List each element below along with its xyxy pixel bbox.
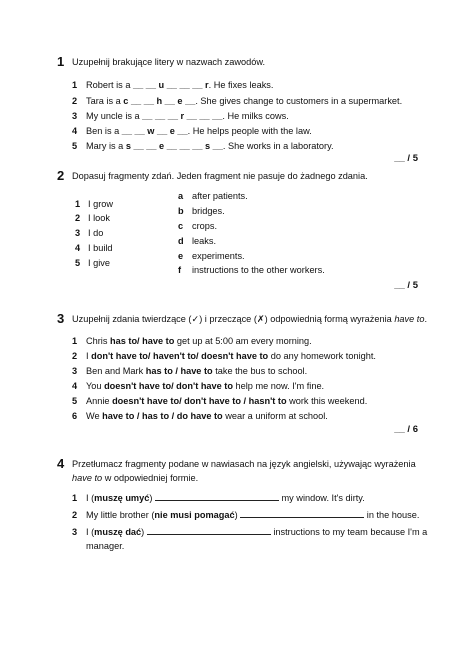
list-item: 3 My uncle is a __ __ __ r __ __ __. He milks cows.	[72, 111, 289, 121]
match-left-item: 5 I give	[75, 258, 110, 268]
list-item: 2 Tara is a c __ __ h __ e __. She gives change to customers in a supermarket.	[72, 96, 403, 106]
list-item: 2 My little brother (nie musi pomagać) in the house.	[72, 507, 419, 521]
score-box: __ / 5	[394, 153, 418, 164]
cross-icon: ✗	[256, 314, 265, 324]
match-right-item: c crops.	[178, 221, 218, 231]
task-instruction: Dopasuj fragmenty zdań. Jeden fragment nie pasuje do żadnego zdania.	[72, 171, 368, 181]
list-item: 1 Chris has to/ have to get up at 5:00 am every morning.	[72, 336, 312, 346]
list-item: 4 You doesn't have to/ don't have to help me now. I'm fine.	[72, 381, 325, 391]
answer-blank[interactable]	[240, 507, 364, 518]
match-left-item: 3 I do	[75, 228, 104, 238]
task-number: 2	[57, 168, 65, 183]
list-item: 5 Mary is a s __ __ e __ __ __ s __. She works in a laboratory.	[72, 141, 334, 151]
task-instruction: Uzupełnij brakujące litery w nazwach zawodów.	[72, 57, 266, 67]
list-item-continuation: manager.	[86, 541, 125, 551]
task-number: 1	[57, 54, 65, 69]
list-item: 3 I (muszę dać) instructions to my team because I'm a	[72, 524, 427, 538]
match-left-item: 4 I build	[75, 243, 113, 253]
score-box: __ / 5	[394, 280, 418, 291]
list-item: 1 I (muszę umyć) my window. It's dirty.	[72, 490, 365, 504]
answer-blank[interactable]	[155, 490, 279, 501]
match-right-item: d leaks.	[178, 236, 217, 246]
list-item: 5 Annie doesn't have to/ don't have to / hasn't to work this weekend.	[72, 396, 368, 406]
task-instruction: Uzupełnij zdania twierdzące (✓) i przeczące (✗) odpowiednią formą wyrażenia have to.	[72, 314, 428, 324]
answer-blank[interactable]	[147, 524, 271, 535]
list-item: 2 I don't have to/ haven't to/ doesn't have to do any homework tonight.	[72, 351, 376, 361]
score-box: __ / 6	[394, 424, 418, 435]
list-item: 1 Robert is a __ __ u __ __ __ r. He fixes leaks.	[72, 80, 274, 90]
match-left-item: 1 I grow	[75, 199, 114, 209]
match-left-item: 2 I look	[75, 213, 110, 223]
task-instruction: Przetłumacz fragmenty podane w nawiasach na język angielski, używając wyrażenia have to w odpowiedniej formie.	[72, 459, 416, 483]
list-item: 6 We have to / has to / do have to wear a uniform at school.	[72, 411, 328, 421]
match-right-item: e experiments.	[178, 251, 245, 261]
match-right-item: a after patients.	[178, 191, 248, 201]
task-number: 4	[57, 456, 65, 471]
list-item: 4 Ben is a __ __ w __ e __. He helps people with the law.	[72, 126, 312, 136]
task-number: 3	[57, 311, 65, 326]
list-item: 3 Ben and Mark has to / have to take the bus to school.	[72, 366, 308, 376]
match-right-item: b bridges.	[178, 206, 225, 216]
match-right-item: f instructions to the other workers.	[178, 265, 325, 275]
